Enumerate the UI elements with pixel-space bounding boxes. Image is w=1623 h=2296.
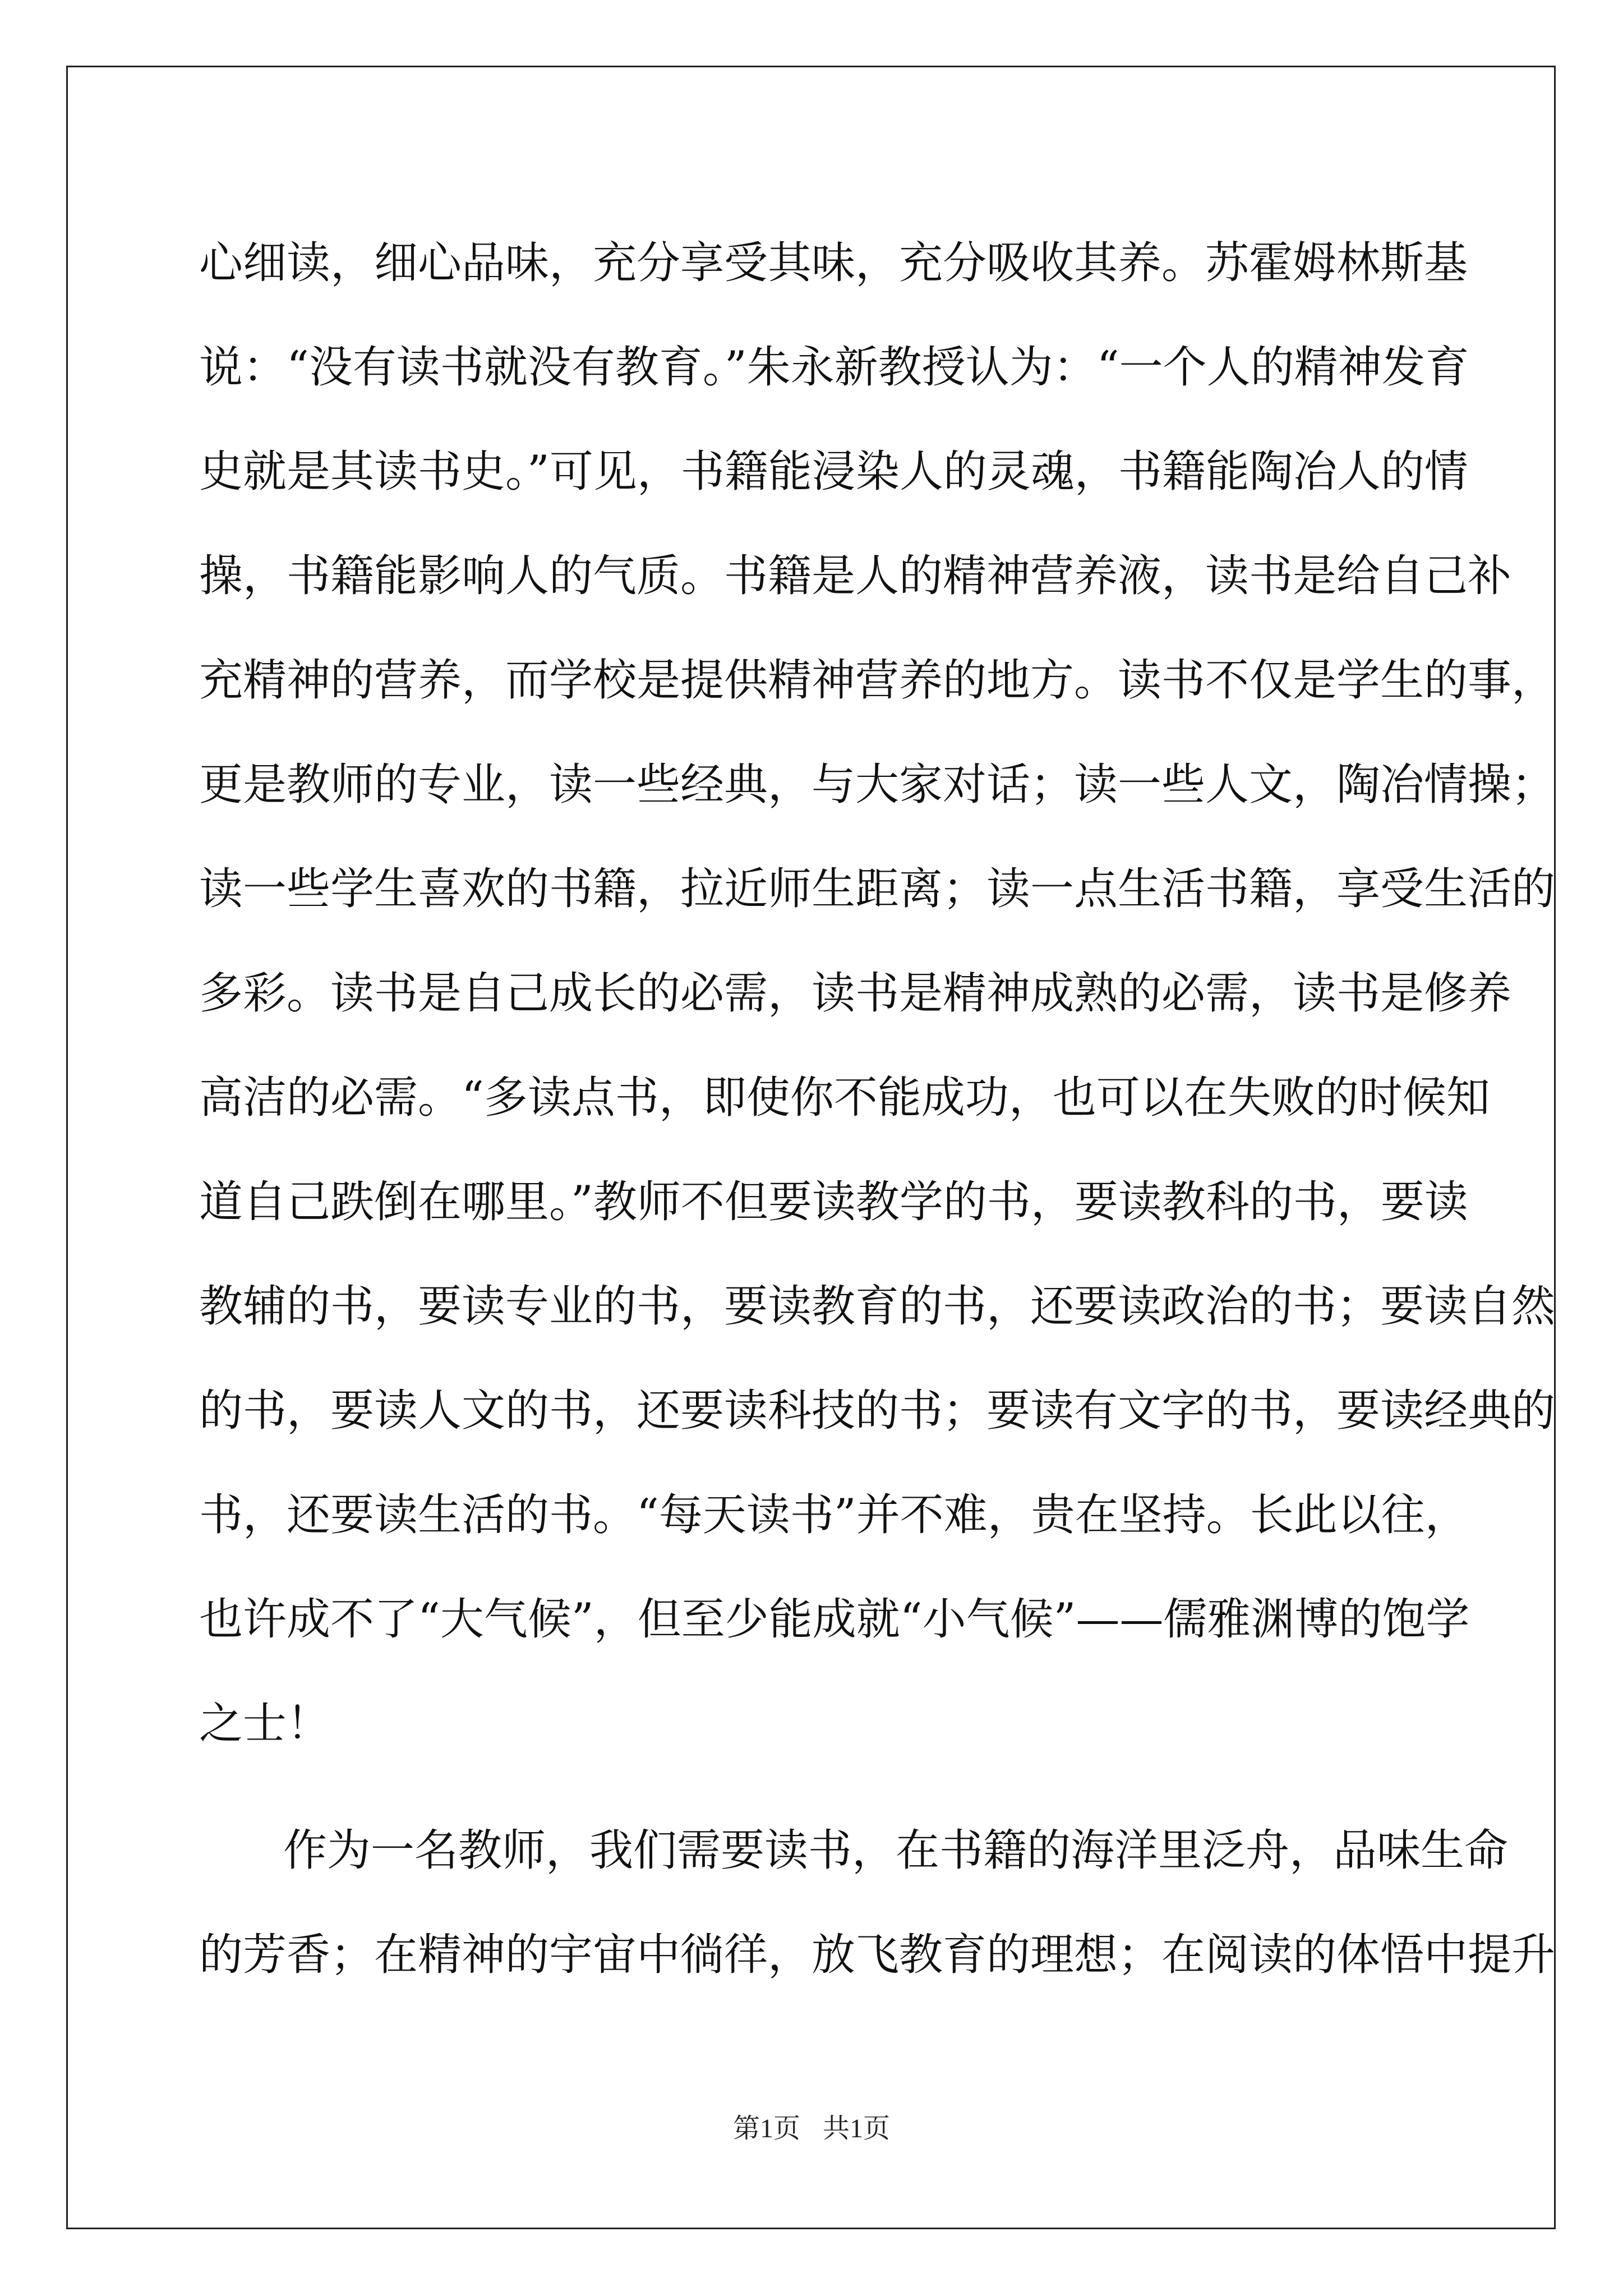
text-line: 道自己跌倒在哪里。”教师不但要读教学的书，要读教科的书，要读 — [199, 1177, 1468, 1227]
document-body — [199, 211, 1556, 2007]
text-line: 的芳香；在精神的宇宙中徜徉，放飞教育的理想；在阅读的体悟中提升 — [199, 1930, 1556, 1980]
text-line: 多彩。读书是自己成长的必需，读书是精神成熟的必需，读书是修养 — [199, 968, 1512, 1019]
text-line: 更是教师的专业，读一些经典，与大家对话；读一些人文，陶冶情操； — [199, 760, 1556, 810]
text-line: 操，书籍能影响人的气质。书籍是人的精神营养液，读书是给自己补 — [199, 551, 1512, 601]
text-line: 充精神的营养，而学校是提供精神营养的地方。读书不仅是学生的事， — [199, 655, 1556, 706]
page-footer — [0, 2112, 1623, 2146]
text-line: 心细读，细心品味，充分享受其味，充分吸收其养。苏霍姆林斯基 — [199, 238, 1468, 288]
text-line: 之士！ — [199, 1699, 331, 1749]
text-line: 史就是其读书史。”可见，书籍能浸染人的灵魂，书籍能陶冶人的情 — [199, 447, 1468, 497]
page-number: 第1页 — [732, 2114, 800, 2143]
text-line: 说：“没有读书就没有教育。”朱永新教授认为：“一个人的精神发育 — [199, 342, 1469, 393]
text-line: 读一些学生喜欢的书籍，拉近师生距离；读一点生活书籍，享受生活的 — [199, 864, 1556, 914]
text-line: 也许成不了“大气候”，但至少能成就“小气候”——儒雅渊博的饱学 — [199, 1594, 1470, 1645]
paragraph-gap — [199, 1776, 1433, 1798]
text-line: 的书，要读人文的书，还要读科技的书；要读有文字的书，要读经典的 — [199, 1386, 1556, 1436]
text-line: 高洁的必需。“多读点书，即使你不能成功，也可以在失败的时候知 — [199, 1073, 1490, 1123]
text-line: 教辅的书，要读专业的书，要读教育的书，还要读政治的书；要读自然 — [199, 1281, 1556, 1332]
paragraph-2 — [199, 1798, 1556, 2007]
text-line: 书，还要读生活的书。“每天读书”并不难，贵在坚持。长此以往， — [199, 1490, 1469, 1540]
page-total: 共1页 — [823, 2114, 891, 2143]
text-line: 作为一名教师，我们需要读书，在书籍的海洋里泛舟，品味生命 — [283, 1825, 1509, 1876]
paragraph-1 — [199, 211, 1556, 1776]
